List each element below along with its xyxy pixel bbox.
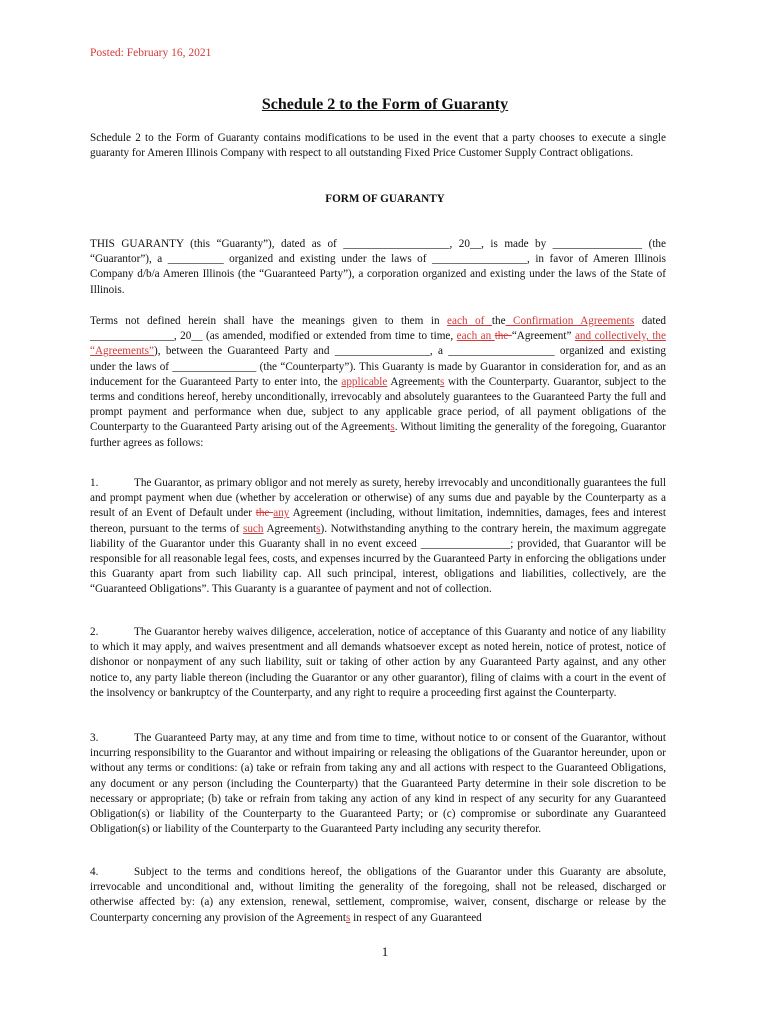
- insertion: s: [440, 375, 445, 388]
- insertion: s: [316, 522, 321, 535]
- deletion: the: [494, 330, 512, 343]
- insertion: such: [242, 522, 264, 535]
- insertion: each of: [447, 315, 492, 327]
- page-title: Schedule 2 to the Form of Guaranty: [261, 96, 509, 113]
- insertion: s: [346, 911, 351, 924]
- section-4-paragraph: 4. Subject to the terms and conditions hereof, the obligations of the Guarantor under this Guaranty are absolute, irrevocable and unconditional and, without limiting the generality of the foregoing, shall not be released, discharged or otherwise affected by: (a) any extension, renewal, settlement, compromise, waiver, consent, discharge or release by the Counterparty concerning any provision of the Agreements in respect of any Guaranteed: [90, 866, 666, 924]
- insertion: s: [390, 421, 395, 434]
- insertion: Confirmation Agreements: [505, 315, 635, 327]
- insertion: applicable: [341, 375, 388, 388]
- terms-paragraph: Terms not defined herein shall have the meanings given to them in each of the Confirmation Agreements dated _______________, 20__ (as amended, modified or extended from time to time, each an the “Agreement” and collectively, the “Agreements”), between the Guaranteed Party and _________________, a ___________________ organized and existing under the laws of _______________ (the “Counterparty”). This Guaranty is made by Guarantor in consideration for, and as an inducement for the Guaranteed Party to enter into, the applicable Agreements with the Counterparty. Guarantor, subject to the terms and conditions hereof, hereby unconditionally, irrevocably and absolutely guarantees to the Guaranteed Party the full and prompt payment and performance when due, subject to any applicable grace period, of all payment obligations of the Counterparty to the Guaranteed Party arising out of the Agreements. Without limiting the generality of the foregoing, Guarantor further agrees as follows:: [90, 315, 667, 449]
- section-number: 3.: [90, 732, 99, 744]
- guaranty-paragraph: THIS GUARANTY (this “Guaranty”), dated as of ___________________, 20__, is made by ________________ (the “Guarantor”), a __________ organized and existing under the laws of _________________, in favor of Ameren Illinois Company d/b/a Ameren Illinois (the “Guaranteed Party”), a corporation organized and existing under the laws of the State of Illinois.: [90, 238, 666, 296]
- intro-paragraph: Schedule 2 to the Form of Guaranty contains modifications to be used in the event that a party chooses to execute a single guaranty for Ameren Illinois Company with respect to all outstanding Fixed Price Customer Supply Contract obligations.: [90, 132, 666, 160]
- section-number: 2.: [90, 626, 99, 638]
- insertion: each an: [456, 330, 495, 343]
- insertion: any: [273, 507, 290, 520]
- section-3-paragraph: 3. The Guaranteed Party may, at any time and from time to time, without notice to or consent of the Guarantor, without incurring responsibility to the Guarantor and without impairing or releasing the obligations of the Guarantor hereunder, upon or without any terms or conditions: (a) take or refrain from taking any and all actions with respect to the Guaranteed Obligations, any document or any person (including the Counterparty) that the Guaranteed Party determine in their sole discretion to be necessary or appropriate; (b) take or refrain from taking any action of any kind in respect of any security for any Guaranteed Obligation(s) or liability of the Counterparty to the Guaranteed Party; or (c) compromise or subordinate any Guaranteed Obligation(s) or liability of the Counterparty to the Guaranteed Party including any security therefor.: [90, 732, 666, 836]
- form-heading: FORM OF GUARANTY: [325, 193, 445, 205]
- section-number: 1.: [90, 477, 99, 489]
- posted-date: Posted: February 16, 2021: [90, 47, 212, 59]
- page-number: 1: [381, 944, 389, 959]
- section-1-paragraph: 1. The Guarantor, as primary obligor and not merely as surety, hereby irrevocably and unconditionally guarantees the full and prompt payment when due (whether by acceleration or otherwise) of any sums due and payable by the Counterparty as a result of an Event of Default under the any Agreement (including, without limitation, indemnities, damages, fees and interest thereon, pursuant to the terms of such Agreements). Notwithstanding anything to the contrary herein, the maximum aggregate liability of the Guarantor under this Guaranty shall in no event exceed ________________; provided, that Guarantor will be responsible for all reasonable legal fees, costs, and expenses incurred by the Guaranteed Party in enforcing the obligations under this Guaranty apart from such liability cap. All such principal, interest, obligations and liabilities, collectively, are the “Guaranteed Obligations”. This Guaranty is a guarantee of payment and not of collection.: [90, 477, 666, 596]
- deletion: the: [255, 507, 274, 520]
- section-2-paragraph: 2. The Guarantor hereby waives diligence, acceleration, notice of acceptance of this Guaranty and notice of any liability to which it may apply, and waives presentment and all demands whatsoever except as noted herein, notice of protest, notice of dishonor or nonpayment of any such liability, suit or taking of other action by any Guaranteed Party against, and any other notice to, any party liable thereon (including the Guarantor or any other guarantor), filing of claims with a court in the event of the insolvency or bankruptcy of the Counterparty, and any right to require a proceeding first against the Counterparty.: [90, 626, 666, 699]
- insertion: and collectively, the “Agreements”: [90, 330, 666, 358]
- section-number: 4.: [90, 866, 99, 878]
